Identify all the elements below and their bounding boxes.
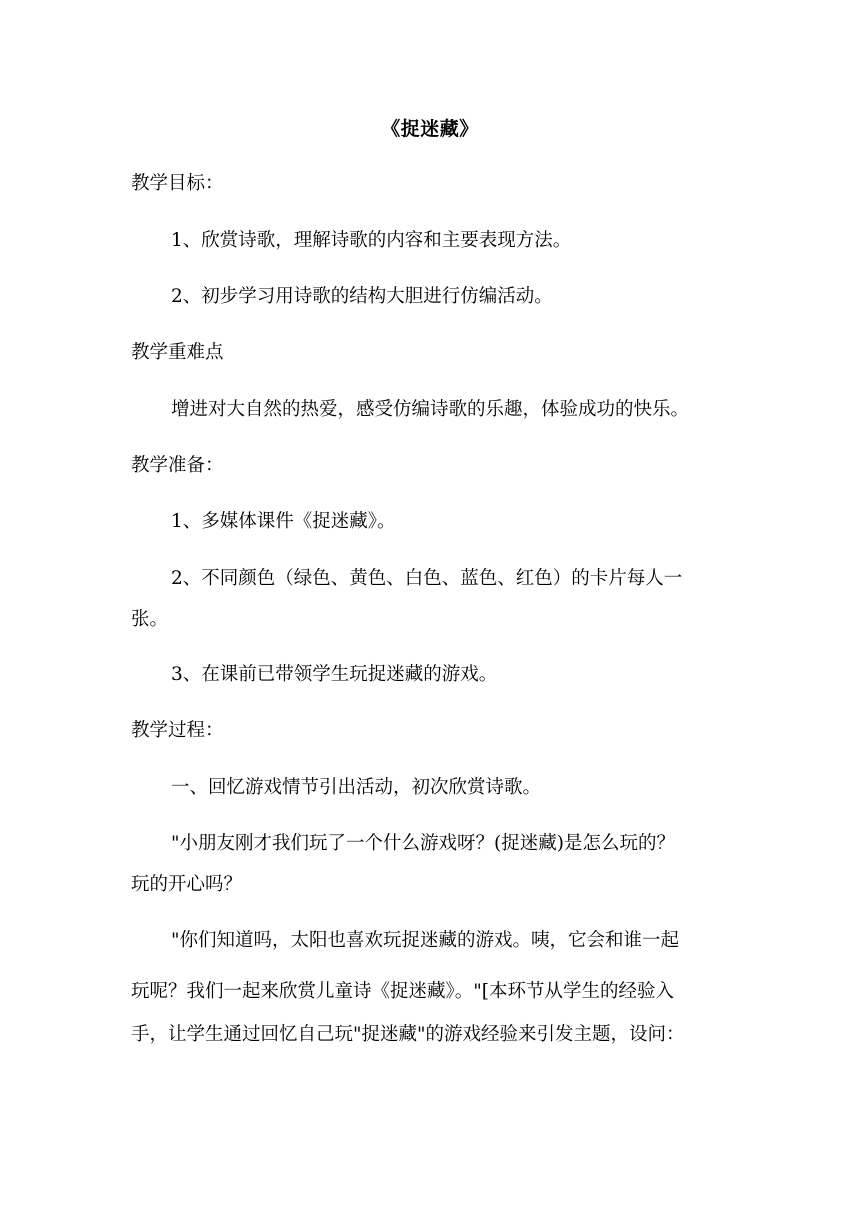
quote-1-line-1: "小朋友刚才我们玩了一个什么游戏呀？(捉迷藏)是怎么玩的？ <box>171 833 675 854</box>
prep-item-2-line-1: 2、不同颜色（绿色、黄色、白色、蓝色、红色）的卡片每人一 <box>171 568 683 589</box>
goal-item-1: 1、欣赏诗歌，理解诗歌的内容和主要表现方法。 <box>171 230 572 251</box>
key-point-text: 增进对大自然的热爱，感受仿编诗歌的乐趣，体验成功的快乐。 <box>171 399 690 420</box>
heading-process: 教学过程： <box>131 720 224 741</box>
goal-item-2: 2、初步学习用诗歌的结构大胆进行仿编活动。 <box>171 286 553 307</box>
prep-item-1: 1、多媒体课件《捉迷藏》。 <box>171 511 396 532</box>
quote-2-line-3: 手，让学生通过回忆自己玩"捉迷藏"的游戏经验来引发主题，设问： <box>131 1024 685 1045</box>
quote-1-line-2: 玩的开心吗？ <box>131 874 243 895</box>
document-title: 《捉迷藏》 <box>381 118 479 140</box>
quote-2-line-1: "你们知道吗，太阳也喜欢玩捉迷藏的游戏。咦，它会和谁一起 <box>171 930 680 951</box>
quote-2-line-2: 玩呢？我们一起来欣赏儿童诗《捉迷藏》。"[本环节从学生的经验入 <box>131 981 674 1002</box>
heading-key-points: 教学重难点 <box>131 342 224 363</box>
heading-preparation: 教学准备： <box>131 455 224 476</box>
prep-item-3: 3、在课前已带领学生玩捉迷藏的游戏。 <box>171 664 498 685</box>
prep-item-2-line-2: 张。 <box>131 609 169 630</box>
heading-teaching-goals: 教学目标： <box>131 173 224 194</box>
process-step-1: 一、回忆游戏情节引出活动，初次欣赏诗歌。 <box>171 777 542 798</box>
